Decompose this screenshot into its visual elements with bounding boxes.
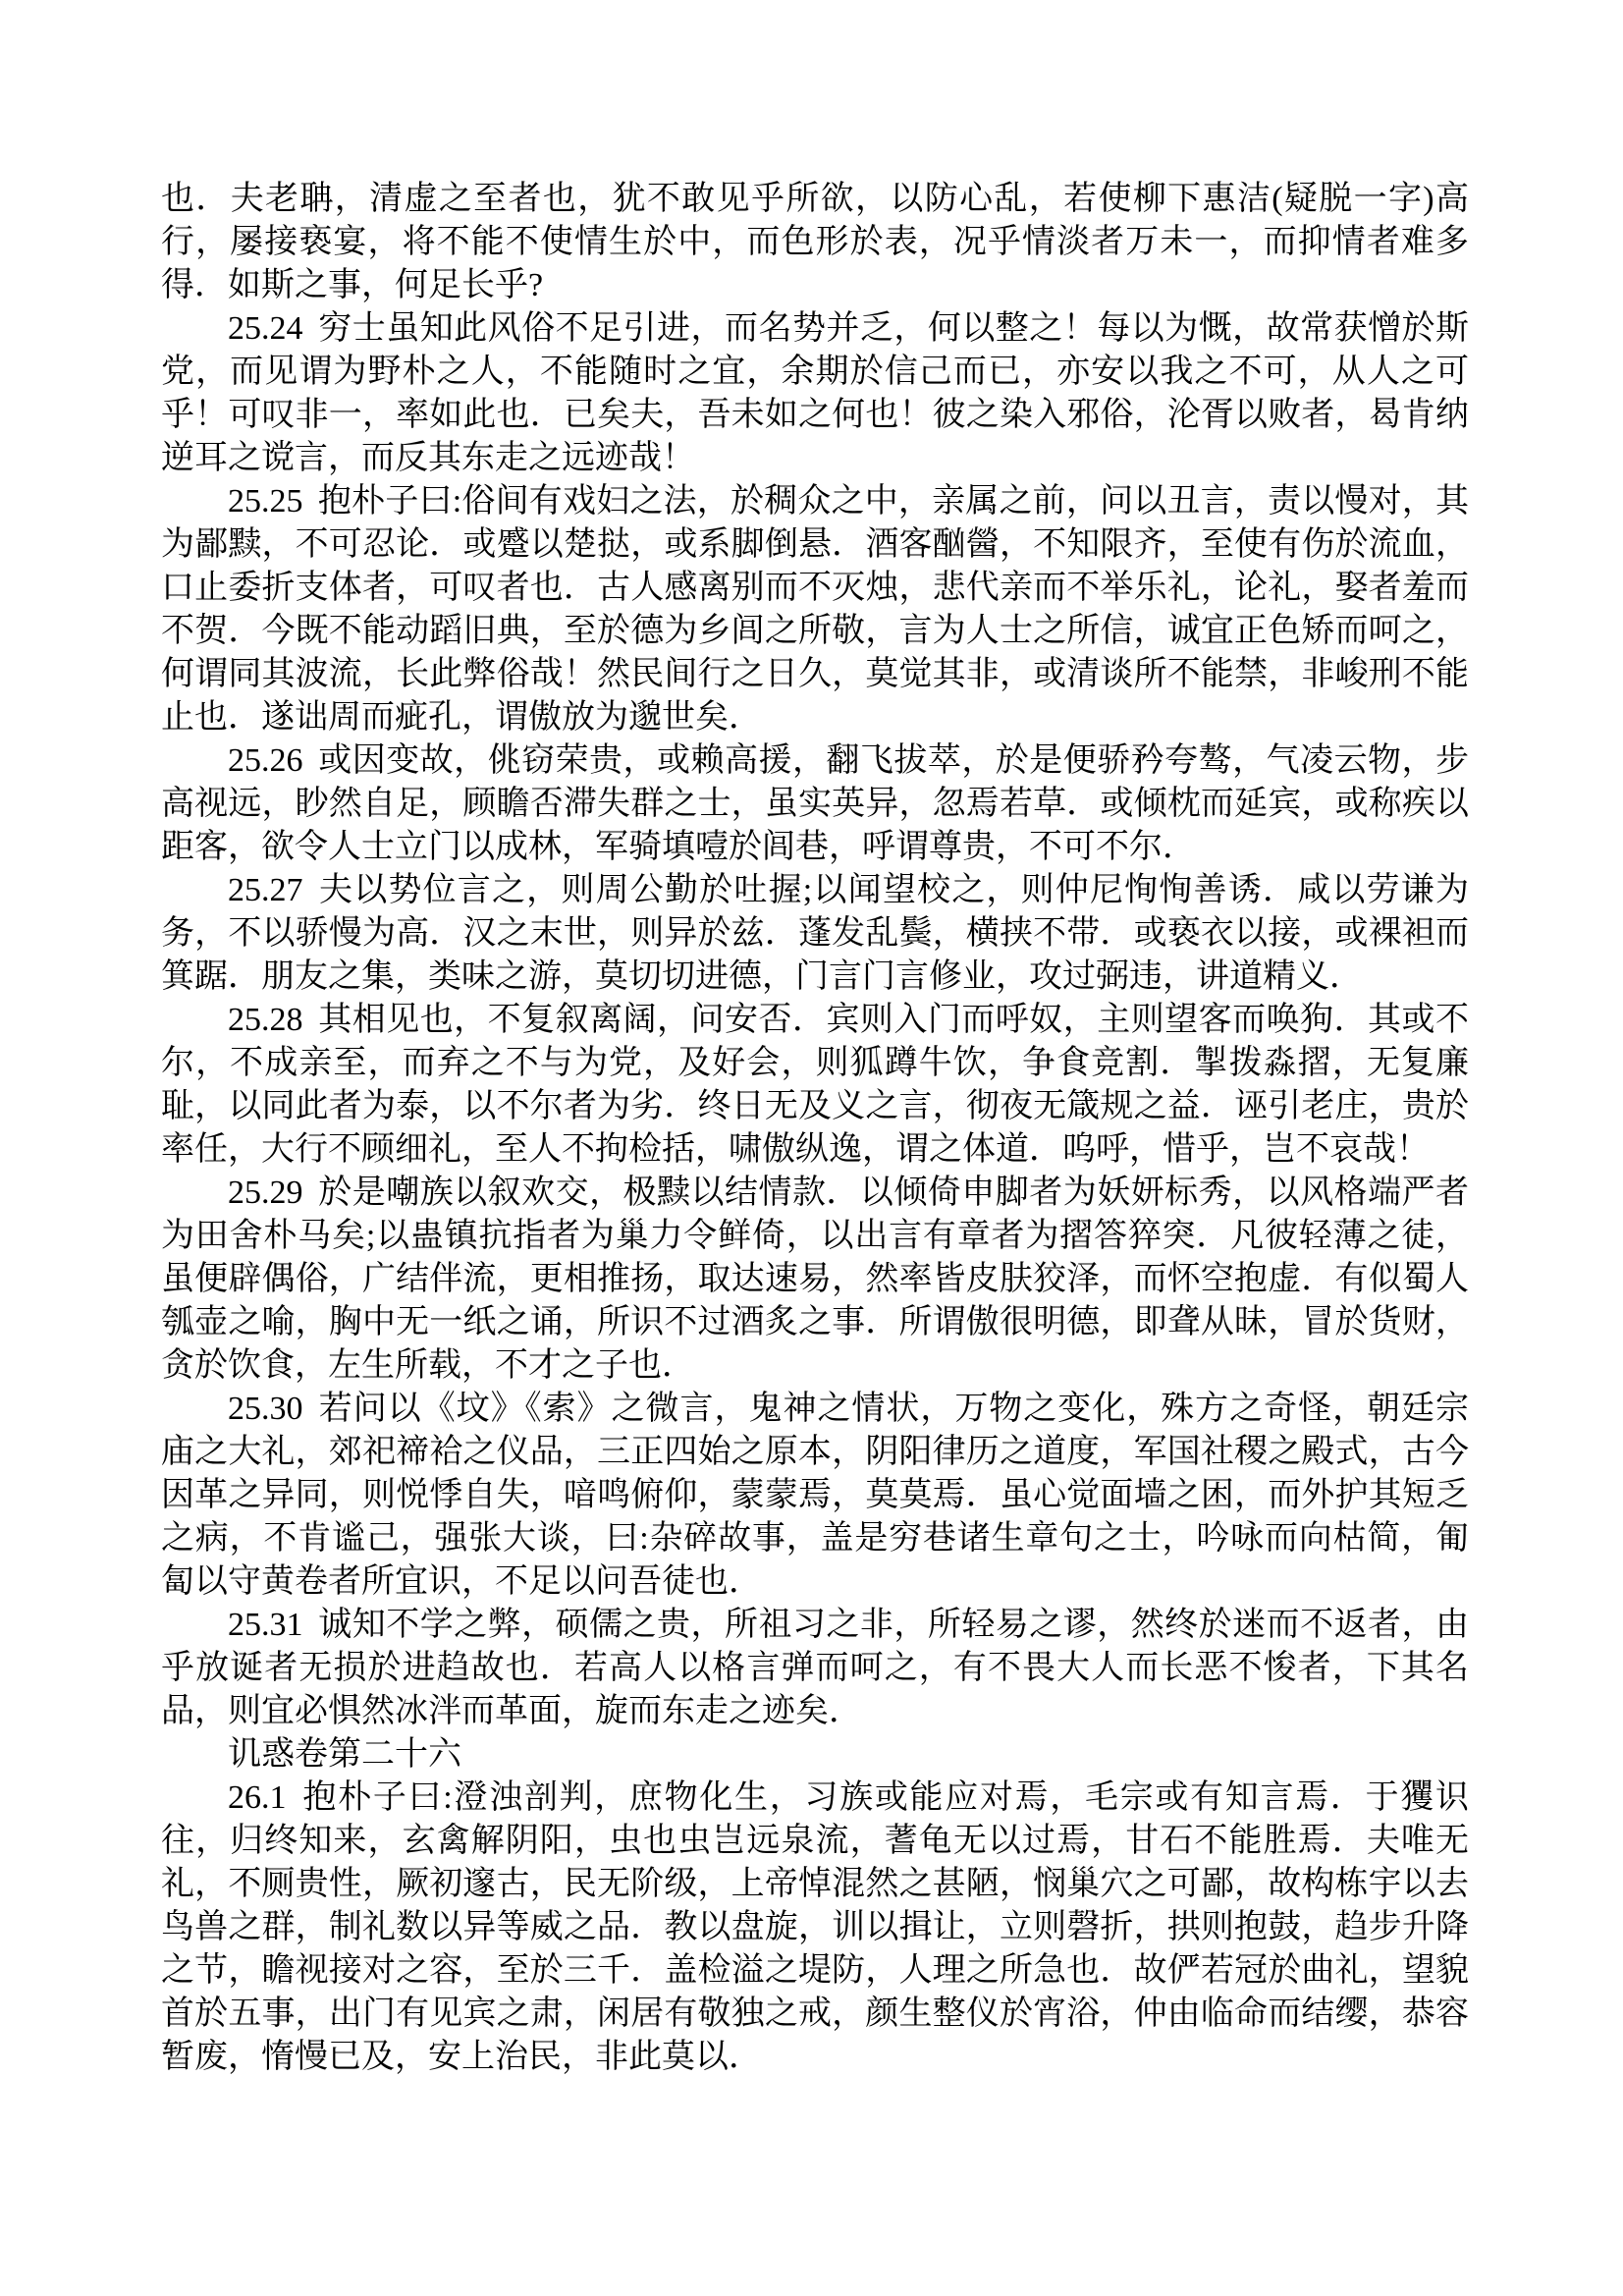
paragraph [161,178,1469,307]
paragraph-text: 若问以《坟》《索》之微言，鬼神之情状，万物之变化，殊方之奇怪，朝廷宗庙之大礼，郊祀禘袷之仪品，三正四始之原本，阴阳律历之道度，军国社稷之殿式，古今因革之异同，则悦悸自失，喑鸣俯仰，蒙蒙焉，莫莫焉．虽心觉面墙之困，而外护其短乏之病，不肯谧己，强张大谈，曰:杂碎故事，盖是穷巷诸生章句之士，吟咏而向枯简，匍匐以守黄卷者所宜识，不足以问吾徒也． [161,1391,1469,1600]
paragraph [161,1172,1469,1388]
paragraph-number: 25.26 [228,742,303,779]
paragraph-number: 25.24 [228,310,303,347]
paragraph [161,739,1469,869]
paragraph-text: 或因变故，佻窃荣贵，或赖高援，翻飞拔萃，於是便骄矜夸骜，气凌云物，步高视远，眇然自足，顾瞻否滞失群之士，虽实英异，忽焉若草．或倾枕而延宾，或称疾以距客，欲令人士立门以成林，军骑填噎於闾巷，呼谓尊贵，不可不尔． [161,742,1469,865]
paragraph-text: 抱朴子曰:俗间有戏妇之法，於稠众之中，亲属之前，问以丑言，责以慢对，其为鄙黩，不可忍论．或蹙以楚挞，或系脚倒悬．酒客酗醟，不知限齐，至使有伤於流血，口止委折支体者，可叹者也．古人感离别而不灭烛，悲代亲而不举乐礼，论礼，娶者羞而不贺．今既不能动蹈旧典，至於德为乡闾之所敬，言为人士之所信，诚宜正色矫而呵之，何谓同其波流，长此弊俗哉！然民间行之日久，莫觉其非，或清谈所不能禁，非峻刑不能止也．遂诎周而疵孔，谓傲放为邈世矣． [161,483,1469,736]
paragraph [161,1388,1469,1604]
paragraph [161,307,1469,480]
paragraph-text: 也．夫老聃，清虚之至者也，犹不敢见乎所欲，以防心乱，若使柳下惠洁(疑脱一字)高行，屡接亵宴，将不能不使情生於中，而色形於表，况乎情淡者万未一，而抑情者难多得．如斯之事，何足长乎? [161,181,1469,303]
paragraph-number: 25.25 [228,483,303,519]
paragraph-number: 26.1 [228,1779,287,1816]
paragraph [161,869,1469,999]
paragraph-number: 25.30 [228,1391,303,1427]
paragraph-text: 诚知不学之弊，硕儒之贵，所祖习之非，所轻易之谬，然终於迷而不返者，由乎放诞者无损於进趋故也．若高人以格言弹而呵之，有不畏大人而长恶不悛者，下其名品，则宜必惧然冰泮而革面，旋而东走之迹矣． [161,1607,1469,1729]
paragraph [161,1604,1469,1733]
paragraph-number: 25.29 [228,1175,303,1211]
paragraph-text: 夫以势位言之，则周公勤於吐握;以闻望校之，则仲尼恂恂善诱．咸以劳谦为务，不以骄慢为高．汉之末世，则异於兹．蓬发乱鬓，横挟不带．或亵衣以接，或裸袒而箕踞．朋友之集，类味之游，莫切切进德，门言门言修业，攻过弼违，讲道精义． [161,872,1469,995]
document-body [161,178,1469,2079]
paragraph-text: 穷士虽知此风俗不足引进，而名势并乏，何以整之！每以为慨，故常获憎於斯党，而见谓为野朴之人，不能随时之宜，余期於信己而已，亦安以我之不可，从人之可乎！可叹非一，率如此也．已矣夫，吾未如之何也！彼之染入邪俗，沦胥以败者，曷肯纳逆耳之谠言，而反其东走之远迹哉！ [161,310,1469,476]
paragraph-text: 讥惑卷第二十六 [228,1736,461,1773]
paragraph-number: 25.28 [228,1002,303,1038]
paragraph [161,999,1469,1172]
paragraph-text: 於是嘲族以叙欢交，极黩以结情款．以倾倚申脚者为妖妍标秀，以风格端严者为田舍朴马矣;以蛊镇抗指者为巢力令鲜倚，以出言有章者为摺答猝突．凡彼轻薄之徒，虽便辟偶俗，广结伴流，更相推扬，取达速易，然率皆皮肤狡泽，而怀空抱虚．有似蜀人瓠壶之喻，胸中无一纸之诵，所识不过酒炙之事．所谓傲很明德，即聋从昧，冒於货财，贪於饮食，左生所载，不才之子也． [161,1175,1469,1384]
paragraph [161,1777,1469,2079]
paragraph-number: 25.31 [228,1607,303,1643]
paragraph-text: 其相见也，不复叙离阔，问安否．宾则入门而呼奴，主则望客而唤狗．其或不尔，不成亲至，而弃之不与为党，及好会，则狐蹲牛饮，争食竞割．掣拨淼摺，无复廉耻，以同此者为泰，以不尔者为劣．终日无及义之言，彻夜无箴规之益．诬引老庄，贵於率任，大行不顾细礼，至人不拘检括，啸傲纵逸，谓之体道．呜呼，惜乎，岂不哀哉！ [161,1002,1469,1168]
paragraph [161,480,1469,739]
paragraph-number: 25.27 [228,872,303,908]
paragraph [161,1733,1469,1777]
paragraph-text: 抱朴子曰:澄浊剖判，庶物化生，习族或能应对焉，毛宗或有知言焉．于玃识往，归终知来，玄禽解阴阳，虫也虫岂远泉流，蓍龟无以过焉，甘石不能胜焉．夫唯无礼，不厕贵性，厥初邃古，民无阶级，上帝悼混然之甚陋，悯巢穴之可鄙，故构栋宇以去鸟兽之群，制礼数以异等威之品．教以盘旋，训以揖让，立则磬折，拱则抱鼓，趋步升降之节，瞻视接对之容，至於三千．盖检溢之堤防，人理之所急也．故俨若冠於曲礼，望貌首於五事，出门有见宾之肃，闲居有敬独之戒，颜生整仪於宵浴，仲由临命而结缨，恭容暂废，惰慢已及，安上治民，非此莫以． [161,1779,1469,2075]
